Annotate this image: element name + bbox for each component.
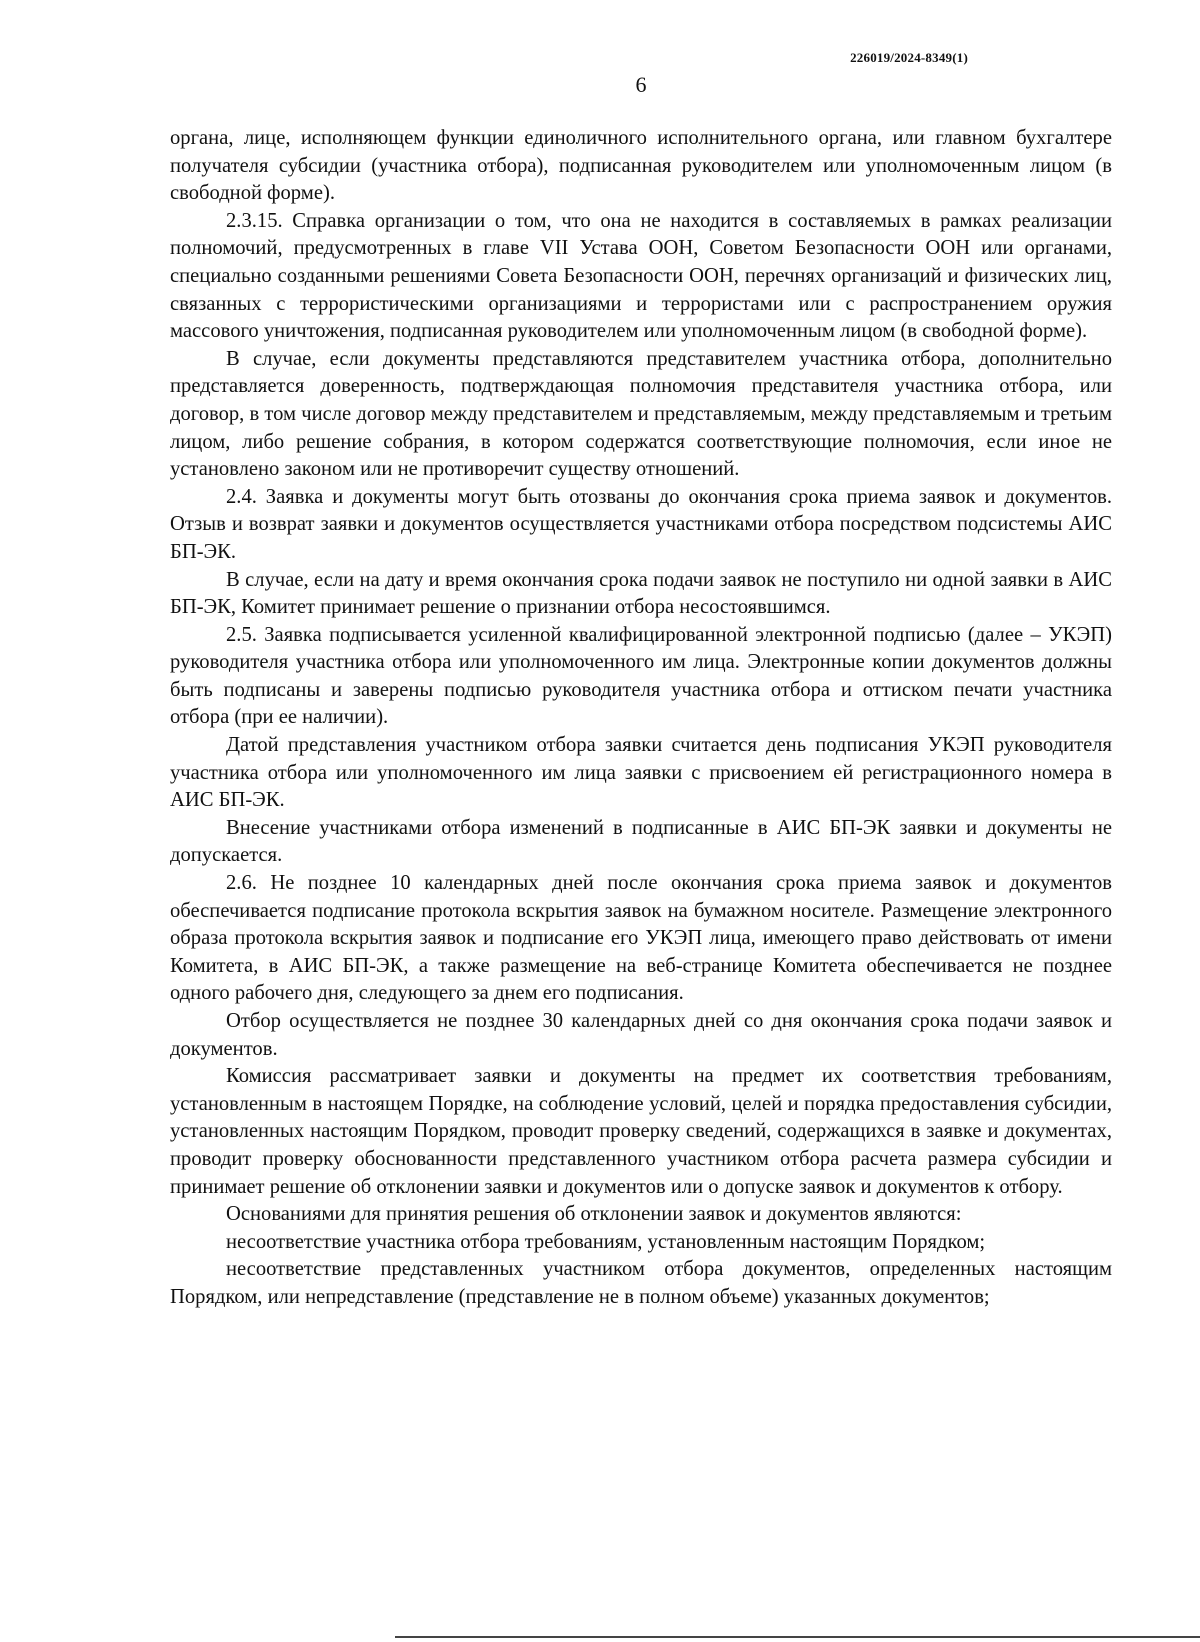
paragraph-2-3-15: 2.3.15. Справка организации о том, что она не находится в составляемых в рамках реализации полномочий, предусмотренных в главе VII Устава ООН, Советом Безопасности ООН или органами, специально созданными решениями Совета Безопасности ООН, перечнях организаций и физических лиц, связанных с террористическими организациями и террористами или с распространением оружия массового уничтожения, подписанная руководителем или уполномоченным лицом (в свободной форме). [170, 209, 1112, 343]
paragraph-no-changes: Внесение участниками отбора изменений в подписанные в АИС БП-ЭК заявки и документы не допускается. [170, 816, 1112, 867]
scan-bottom-edge-line [395, 1636, 1200, 1638]
paragraph-commission-review: Комиссия рассматривает заявки и документы на предмет их соответствия требованиям, установленным в настоящем Порядке, на соблюдение условий, целей и порядка предоставления субсидии, установленных настоящим Порядком, проводит проверку сведений, содержащихся в заявке и документах, проводит проверку обоснованности представленного участником отбора расчета размера субсидии и принимает решение об отклонении заявки и документов или о допуске заявок и документов к отбору. [170, 1065, 1112, 1198]
paragraph-submission-date: Датой представления участником отбора заявки считается день подписания УКЭП руководителя участника отбора или уполномоченного им лица заявки с присвоением ей регистрационного номера в АИС БП-ЭК. [170, 734, 1112, 812]
document-registration-number: 226019/2024-8349(1) [850, 50, 968, 65]
paragraph-2-6: 2.6. Не позднее 10 календарных дней после окончания срока приема заявок и документов обеспечивается подписание протокола вскрытия заявок на бумажном носителе. Размещение электронного образа протокола вскрытия заявок и подписание его УКЭП лица, имеющего право действовать от имени Комитета, в АИС БП-ЭК, а также размещение на веб-странице Комитета обеспечивается не позднее одного рабочего дня, следующего за днем его подписания. [170, 872, 1112, 1005]
page-number: 6 [635, 72, 647, 97]
paragraph-no-applications: В случае, если на дату и время окончания срока подачи заявок не поступило ни одной заявки в АИС БП-ЭК, Комитет принимает решение о признании отбора несостоявшимся. [170, 568, 1112, 619]
paragraph-continuation: органа, лице, исполняющем функции единоличного исполнительного органа, или главном бухгалтере получателя субсидии (участника отбора), подписанная руководителем или уполномоченным лицом (в свободной форме). [170, 127, 1112, 205]
document-body [170, 125, 1112, 1312]
paragraph-representative: В случае, если документы представляются представителем участника отбора, дополнительно представляется доверенность, подтверждающая полномочия представителя участника отбора, или договор, в том числе договор между представителем и представляемым, между представляемым и третьим лицом, либо решение собрания, в котором содержатся соответствующие полномочия, если иное не установлено законом или не противоречит существу отношений. [170, 347, 1112, 481]
paragraph-rejection-grounds: Основаниями для принятия решения об отклонении заявок и документов являются: [226, 1203, 962, 1226]
paragraph-ground-participant: несоответствие участника отбора требованиям, установленным настоящим Порядком; [226, 1230, 986, 1253]
paragraph-2-4: 2.4. Заявка и документы могут быть отозваны до окончания срока приема заявок и документов. Отзыв и возврат заявки и документов осуществляется участниками отбора посредством подсистемы АИС БП-ЭК. [170, 485, 1112, 563]
paragraph-ground-documents: несоответствие представленных участником отбора документов, определенных настоящим Порядком, или непредставление (представление не в полном объеме) указанных документов; [170, 1258, 1112, 1308]
paragraph-selection-deadline: Отбор осуществляется не позднее 30 календарных дней со дня окончания срока подачи заявок и документов. [170, 1010, 1112, 1060]
paragraph-2-5: 2.5. Заявка подписывается усиленной квалифицированной электронной подписью (далее – УКЭП) руководителя участника отбора или уполномоченного им лица. Электронные копии документов должны быть подписаны и заверены подписью руководителя участника отбора и оттиском печати участника отбора (при ее наличии). [170, 623, 1112, 729]
